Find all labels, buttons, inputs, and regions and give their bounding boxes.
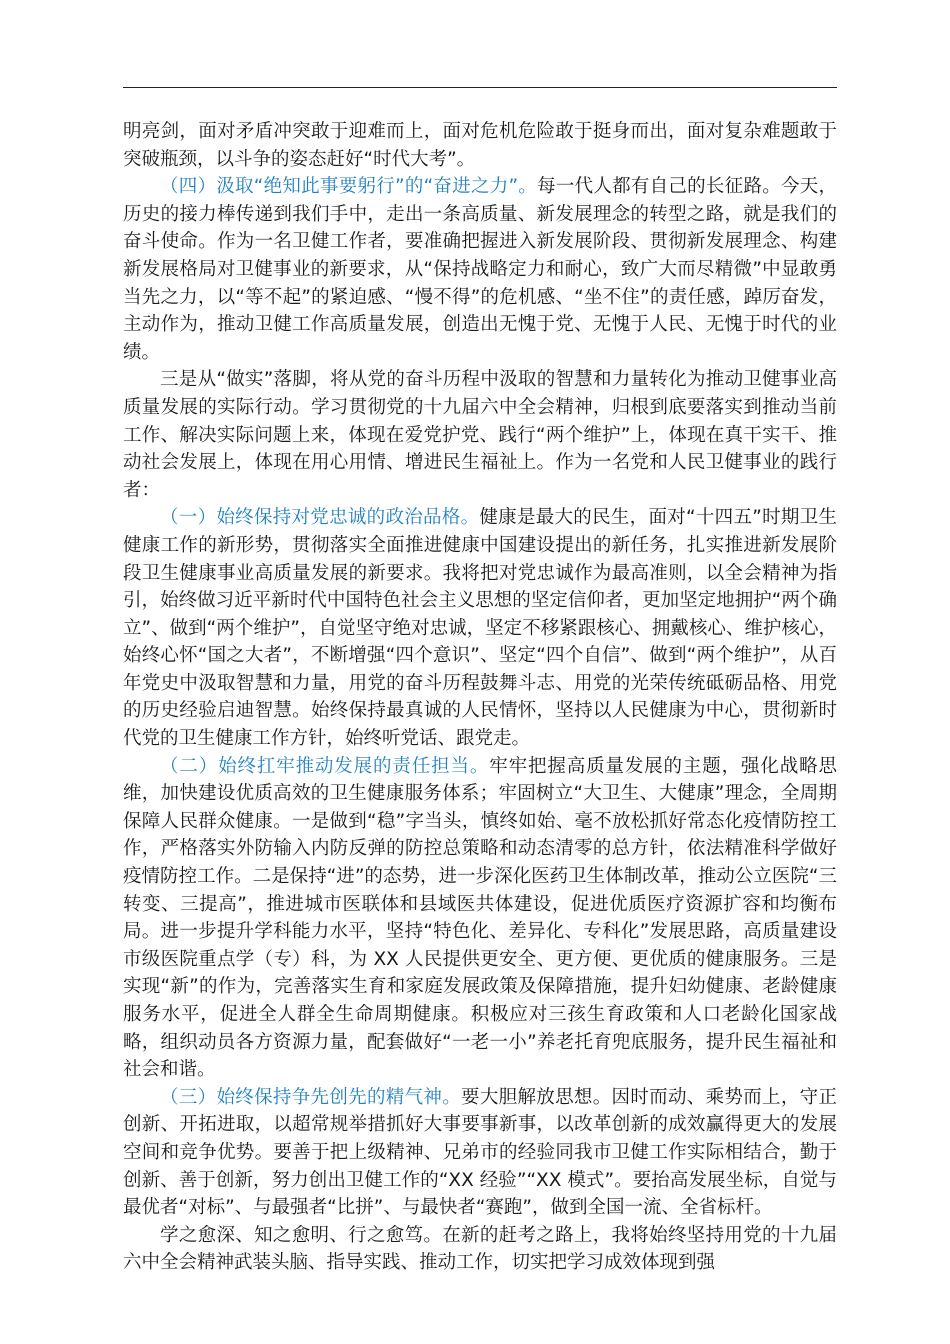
paragraph-continuation: [123, 118, 837, 173]
paragraph-text: 学之愈深、知之愈明、行之愈笃。在新的赶考之路上，我将始终坚持用党的十九届六中全会精神武装头脑、指导实践、推动工作，切实把学习成效体现到强: [123, 1224, 837, 1274]
document-body: [123, 118, 837, 1277]
paragraph-text: 健康是最大的民生，面对“十四五”时期卫生健康工作的新形势，贯彻落实全面推进健康中国建设提出的新任务，扎实推进新发展阶段卫生健康事业高质量发展的新要求。我将把对党忠诚作为最高准则，以全会精神为指引，始终做习近平新时代中国特色社会主义思想的坚定信仰者，更加坚定地拥护“两个确立”、做到“两个维护”，自觉坚守绝对忠诚，坚定不移紧跟核心、拥戴核心、维护核心，始终心怀“国之大者”，不断增强“四个意识”、坚定“四个自信”、做到“两个维护”，从百年党史中汲取智慧和力量，用党的奋斗历程鼓舞斗志、用党的光荣传统砥砺品格、用党的历史经验启迪智慧。始终保持最真诚的人民情怀，坚持以人民健康为中心，贯彻新时代党的卫生健康工作方针，始终听党话、跟党走。: [123, 507, 837, 750]
paragraph-closing: [123, 1222, 837, 1277]
section-heading: （四）汲取“绝知此事要躬行”的“奋进之力”。: [160, 176, 538, 198]
paragraph-text: 明亮剑，面对矛盾冲突敢于迎难而上，面对危机危险敢于挺身而出，面对复杂难题敢于突破瓶颈，以斗争的姿态赶好“时代大考”。: [123, 121, 837, 170]
paragraph-section-one: [123, 504, 837, 752]
paragraph-text: 三是从“做实”落脚，将从党的奋斗历程中汲取的智慧和力量转化为推动卫健事业高质量发展的实际行动。学习贯彻党的十九届六中全会精神，归根到底要落实到推动当前工作、解决实际问题上来，体现在爱党护党、践行“两个维护”上，体现在真干实干、推动社会发展上，体现在用心用情、增进民生福祉上。作为一名党和人民卫健事业的践行者：: [123, 369, 837, 501]
paragraph-section-four: [123, 173, 837, 366]
section-heading: （二）始终扛牢推动发展的责任担当。: [160, 755, 490, 777]
paragraph-text: 每一代人都有自己的长征路。今天，历史的接力棒传递到我们手中，走出一条高质量、新发展理念的转型之路，就是我们的奋斗使命。作为一名卫健工作者，要准确把握进入新发展阶段、贯彻新发展理念、构建新发展格局对卫健事业的新要求，从“保持战略定力和耐心，致广大而尽精微”中显敢勇当先之力，以“等不起”的紧迫感、“慢不得”的危机感、“坐不住”的责任感，踔厉奋发，主动作为，推动卫健工作高质量发展，创造出无愧于党、无愧于人民、无愧于时代的业绩。: [123, 176, 837, 363]
section-heading: （三）始终保持争先创先的精气神。: [160, 1086, 462, 1108]
paragraph-text: 要大胆解放思想。因时而动、乘势而上，守正创新、开拓进取，以超常规举措抓好大事要事新事，以改革创新的成效赢得更大的发展空间和竞争优势。要善于把上级精神、兄弟市的经验同我市卫健工作实际相结合，勤于创新、善于创新，努力创出卫健工作的“XX 经验”“XX 模式”。要抬高发展坐标，自觉与最优者“对标”、与最强者“比拼”、与最快者“赛跑”，做到全国一流、全省标杆。: [123, 1086, 837, 1219]
header-rule: [123, 87, 837, 88]
paragraph-section-three: [123, 1084, 837, 1222]
paragraph-section-two: [123, 753, 837, 1084]
paragraph-text: 牢牢把握高质量发展的主题，强化战略思维，加快建设优质高效的卫生健康服务体系；牢固树立“大卫生、大健康”理念，全周期保障人民群众健康。一是做到“稳”字当头，慎终如始、毫不放松抓好常态化疫情防控工作，严格落实外防输入内防反弹的防控总策略和动态清零的总方针，依法精准科学做好疫情防控工作。二是保持“进”的态势，进一步深化医药卫生体制改革，推动公立医院“三转变、三提高”，推进城市医联体和县域医共体建设，促进优质医疗资源扩容和均衡布局。进一步提升学科能力水平，坚持“特色化、差异化、专科化”发展思路，高质量建设市级医院重点学（专）科，为 XX 人民提供更安全、更方便、更优质的健康服务。三是实现“新”的作为，完善落实生育和家庭发展政策及保障措施，提升妇幼健康、老龄健康服务水平，促进全人群全生命周期健康。积极应对三孩生育政策和人口老龄化国家战略，组织动员各方资源力量，配套做好“一老一小”养老托育兜底服务，提升民生福祉和社会和谐。: [123, 755, 837, 1081]
paragraph-part-three: [123, 366, 837, 504]
section-heading: （一）始终保持对党忠诚的政治品格。: [160, 507, 480, 529]
